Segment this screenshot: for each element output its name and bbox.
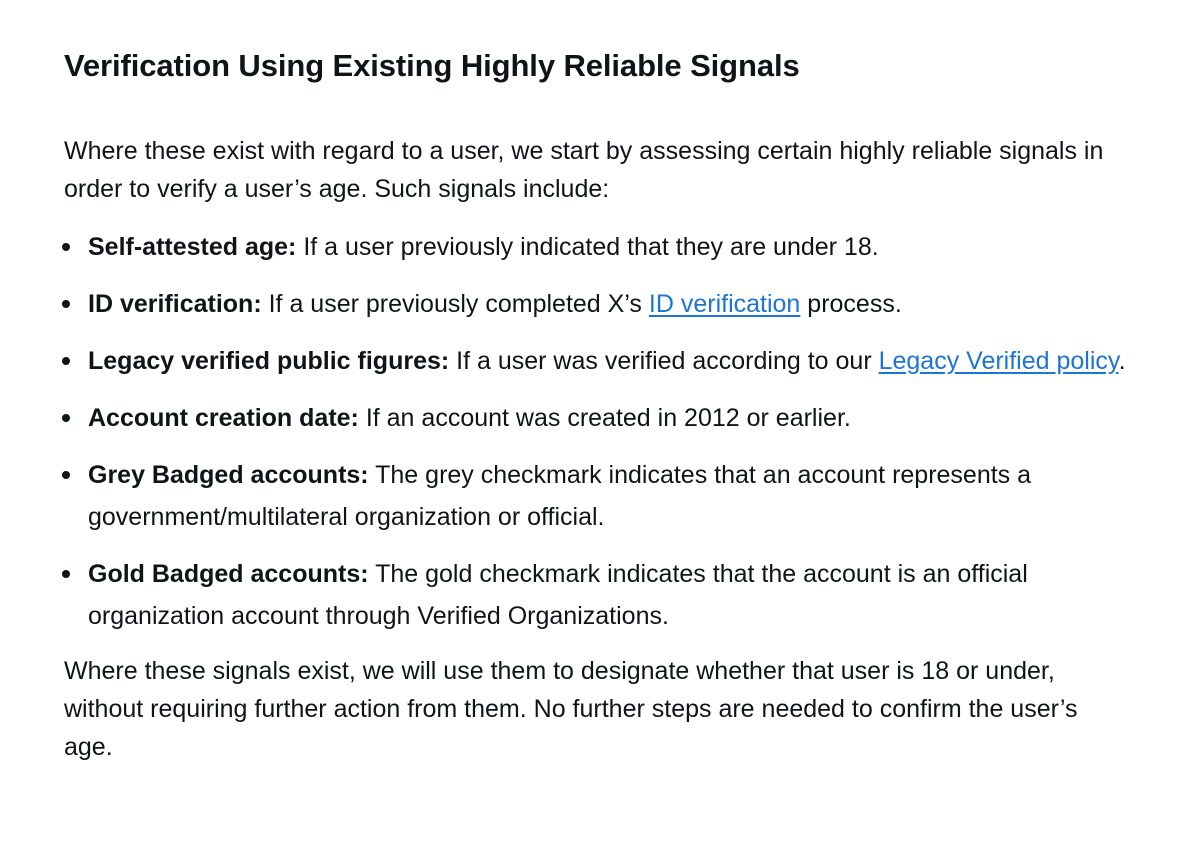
bullet-icon xyxy=(62,243,70,251)
item-term: Legacy verified public figures: xyxy=(88,347,450,375)
bullet-icon xyxy=(62,471,70,479)
item-term: Account creation date: xyxy=(88,404,359,432)
item-text: If an account was created in 2012 or earlier. xyxy=(358,404,851,432)
list-item-grey-badged xyxy=(64,454,1154,538)
bullet-icon xyxy=(62,570,70,578)
item-text: If a user was verified according to our xyxy=(449,347,879,375)
item-term: Grey Badged accounts: xyxy=(88,461,369,489)
item-term: Self-attested age: xyxy=(88,233,297,261)
bullet-icon xyxy=(62,300,70,308)
section-heading: Verification Using Existing Highly Reliable Signals xyxy=(64,48,800,83)
item-term: ID verification: xyxy=(88,290,262,318)
bullet-icon xyxy=(62,414,70,422)
list-item-account-creation-date xyxy=(64,397,1154,439)
item-term: Gold Badged accounts: xyxy=(88,560,369,588)
item-text: If a user previously completed X’s xyxy=(261,290,649,318)
item-text: The grey checkmark indicates that an account represents a government/multilateral organization or official. xyxy=(88,461,1032,531)
id-verification-link[interactable]: ID verification xyxy=(648,290,801,318)
list-item-self-attested-age xyxy=(64,226,1154,268)
intro-paragraph: Where these exist with regard to a user, we start by assessing certain highly reliable signals in order to verify a user’s age. Such signals include: xyxy=(64,137,1104,203)
signals-list xyxy=(64,226,1154,637)
item-text: The gold checkmark indicates that the account is an official organization account through Verified Organizations. xyxy=(88,560,1028,630)
bullet-icon xyxy=(62,357,70,365)
item-text: If a user previously indicated that they are under 18. xyxy=(296,233,879,261)
legacy-verified-policy-link[interactable]: Legacy Verified policy xyxy=(878,347,1119,375)
item-text: . xyxy=(1118,347,1126,375)
list-item-gold-badged xyxy=(64,553,1154,637)
outro-paragraph: Where these signals exist, we will use them to designate whether that user is 18 or under, without requiring further action from them. No further steps are needed to confirm the user’s age. xyxy=(64,657,1078,761)
list-item-legacy-verified xyxy=(64,340,1154,382)
list-item-id-verification xyxy=(64,283,1154,325)
item-text: process. xyxy=(800,290,902,318)
